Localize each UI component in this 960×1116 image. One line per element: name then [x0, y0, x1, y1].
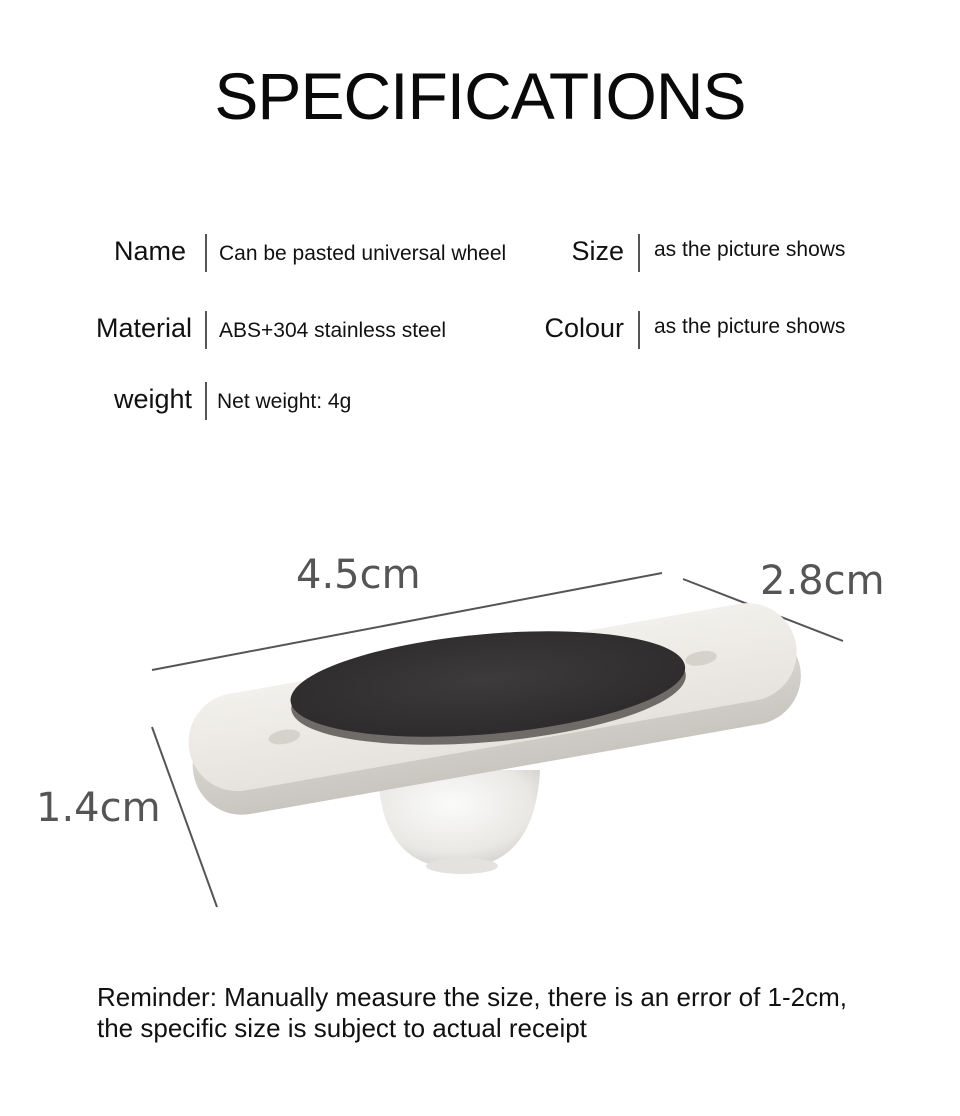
reminder-line-2: the specific size is subject to actual receipt: [97, 1013, 587, 1043]
spec-size-value: as the picture shows: [654, 238, 846, 261]
width-dimension-label: 2.8cm: [760, 558, 885, 604]
reminder-note: [97, 982, 847, 1044]
spec-material-value: ABS+304 stainless steel: [219, 319, 447, 342]
reminder-line-1: Reminder: Manually measure the size, there is an error of 1-2cm,: [97, 982, 847, 1012]
spec-name-label: Name: [113, 236, 186, 266]
height-dimension-label: 1.4cm: [36, 785, 161, 831]
page-title: SPECIFICATIONS: [214, 59, 746, 133]
spec-weight-label: weight: [113, 384, 192, 414]
spec-name-value: Can be pasted universal wheel: [219, 242, 507, 265]
spec-colour-value: as the picture shows: [654, 315, 846, 338]
spec-colour-label: Colour: [544, 313, 624, 343]
spec-weight-value: Net weight: 4g: [217, 390, 352, 413]
spec-size-label: Size: [571, 236, 624, 266]
length-dimension-label: 4.5cm: [296, 552, 421, 598]
spec-material-label: Material: [95, 313, 192, 343]
